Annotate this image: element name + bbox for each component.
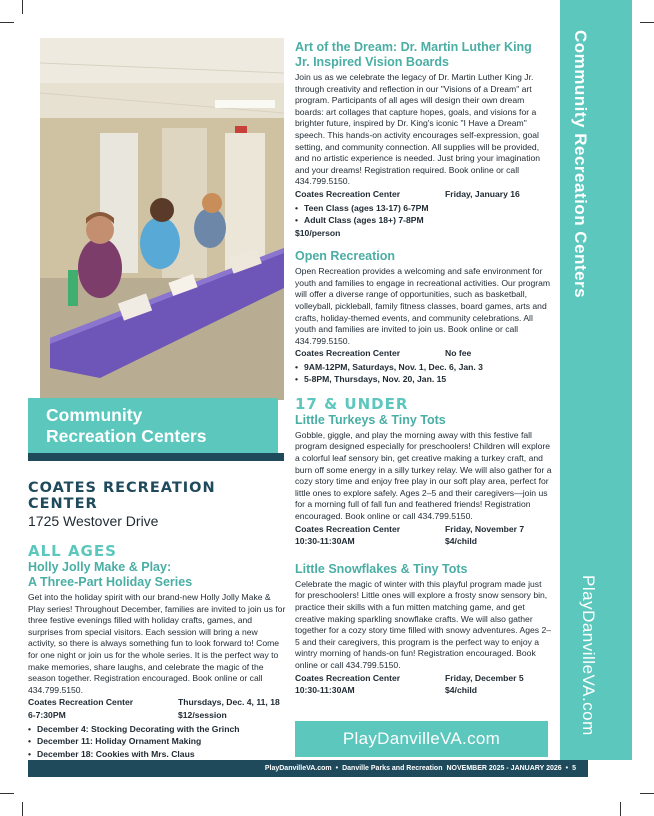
footer-org: Danville Parks and Recreation <box>342 765 443 772</box>
turkeys-date: Friday, November 7 <box>445 523 525 534</box>
open-rec-times <box>295 361 552 386</box>
art-of-dream-title <box>295 40 552 70</box>
all-ages-heading: ALL AGES <box>28 542 117 560</box>
holly-jolly-title-line1: Holly Jolly Make & Play: <box>28 560 172 574</box>
art-of-dream-info-row <box>295 189 552 201</box>
holly-jolly-title <box>28 560 286 590</box>
holly-jolly-fee: $12/session <box>178 709 227 720</box>
list-item: • 9AM-12PM, Saturdays, Nov. 1, Dec. 6, Jan. 3 <box>295 361 552 374</box>
section-label-text <box>46 405 276 447</box>
art-of-dream-title-line2: Jr. Inspired Vision Boards <box>295 55 449 69</box>
footer-period: NOVEMBER 2025 - JANUARY 2026 <box>446 765 562 772</box>
open-rec-info-row <box>295 348 552 360</box>
page-number: 5 <box>572 765 576 772</box>
holly-jolly-date: Thursdays, Dec. 4, 11, 18 <box>178 697 280 708</box>
turkeys-title: Little Turkeys & Tiny Tots <box>295 412 446 427</box>
holly-jolly-description: Get into the holiday spirit with our brand-new Holly Jolly Make & Play series! Throughout December, families are invited to join us for three festive evenings filled with holiday crafts, games, and surprises from special visitors. Each session will bring a new activity, so there is always something fun to look forward to! Come for one night or join us for the whole series. It is the perfect way to make memories, share laughs, and celebrate the magic of the season together. Registration encouraged. Book online or call 434.799.5150. <box>28 592 286 695</box>
holly-jolly-title-line2: A Three-Part Holiday Series <box>28 575 193 589</box>
open-rec-block <box>295 249 552 386</box>
snowflakes-date: Friday, December 5 <box>445 672 524 683</box>
side-band-url[interactable]: PlayDanvilleVA.com <box>579 575 598 736</box>
art-of-dream-classes <box>295 202 552 227</box>
footer-separator-2: • <box>565 765 569 772</box>
website-button[interactable]: PlayDanvilleVA.com <box>295 721 548 757</box>
right-column <box>295 40 552 707</box>
art-of-dream-title-line1: Art of the Dream: Dr. Martin Luther King <box>295 40 532 54</box>
list-item: • December 18: Cookies with Mrs. Claus <box>28 748 286 761</box>
crop-mark <box>640 22 654 23</box>
list-item: • Adult Class (ages 18+) 7-8PM <box>295 214 552 227</box>
page-footer <box>28 760 588 777</box>
crop-mark <box>0 793 14 794</box>
center-title: COATES RECREATION CENTER <box>28 480 216 512</box>
footer-site[interactable]: PlayDanvilleVA.com <box>264 765 332 772</box>
turkeys-info-row-2 <box>295 536 552 548</box>
list-item: • Teen Class (ages 13-17) 6-7PM <box>295 202 552 215</box>
crop-mark <box>620 802 621 816</box>
snowflakes-location: Coates Recreation Center <box>295 672 401 683</box>
snowflakes-info-row-2 <box>295 685 552 697</box>
open-rec-title: Open Recreation <box>295 249 396 264</box>
activity-photo <box>40 38 284 400</box>
center-address: 1725 Westover Drive <box>28 513 159 529</box>
art-of-dream-date: Friday, January 16 <box>445 188 520 199</box>
snowflakes-block <box>295 562 552 697</box>
snowflakes-fee: $4/child <box>445 685 477 696</box>
art-of-dream-location: Coates Recreation Center <box>295 188 401 199</box>
holly-jolly-sessions <box>28 723 286 761</box>
holly-jolly-location: Coates Recreation Center <box>28 697 134 708</box>
art-of-dream-fee: $10/person <box>295 227 341 238</box>
list-item: • 5-8PM, Thursdays, Nov. 20, Jan. 15 <box>295 373 552 386</box>
crop-mark <box>22 0 23 14</box>
art-of-dream-block <box>295 40 552 239</box>
turkeys-block <box>295 413 552 548</box>
holly-jolly-info-row-2 <box>28 710 286 722</box>
section-label-shadow <box>28 453 284 461</box>
snowflakes-title: Little Snowflakes & Tiny Tots <box>295 561 468 576</box>
section-label-line2: Recreation Centers <box>46 426 207 446</box>
activity-photo-illustration <box>40 38 284 400</box>
turkeys-info-row <box>295 524 552 536</box>
open-rec-fee: No fee <box>445 348 472 359</box>
turkeys-location: Coates Recreation Center <box>295 523 401 534</box>
turkeys-time: 10:30-11:30AM <box>295 536 355 547</box>
crop-mark <box>640 793 654 794</box>
turkeys-description: Gobble, giggle, and play the morning away with this festive fall program designed especially for preschoolers! Children will explore a colorful leaf sensory bin, get creative making a turkey craft, and burn off some energy in a silly turkey relay. We will also gather for a cozy story time and enjoy free play in our soft play area, perfect for little ones to explore safely. Ages 2–5 and their caregivers—join us for a morning full of fall fun and feathered friends! Registration encouraged. Book online or call 434.799.5150. <box>295 429 552 522</box>
left-column <box>28 480 286 760</box>
footer-separator: • <box>335 765 339 772</box>
list-item: • December 11: Holiday Ornament Making <box>28 735 286 748</box>
turkeys-fee: $4/child <box>445 536 477 547</box>
holly-jolly-info-row <box>28 697 286 709</box>
list-item: • December 4: Stocking Decorating with the Grinch <box>28 723 286 736</box>
snowflakes-info-row <box>295 673 552 685</box>
art-of-dream-description: Join us as we celebrate the legacy of Dr. Martin Luther King Jr. through creativity and reflection in our "Visions of a Dream" art program. Participants of all ages will design their own dream boards: art collages that capture hopes, goals, and visions for a brighter future, inspired by Dr. King's iconic "I Have a Dream" speech. This hands-on activity encourages self-expression, goal setting, and community connection. All supplies will be provided, and no artistic experience is needed. Just bring your imagination and your dreams! Registration required. Book online or call 434.799.5150. <box>295 72 541 187</box>
open-rec-location: Coates Recreation Center <box>295 348 401 359</box>
crop-mark <box>22 802 23 816</box>
snowflakes-description: Celebrate the magic of winter with this playful program made just for preschoolers! Little ones will explore a frosty snow sensory bin, practice their skills with a fun mitten matching game, and get creative making sparkling snowflake crafts. We will also gather together for a cozy story time filled with snowy adventures. Ages 2–5 and their caregivers, this program is the perfect way to enjoy a wintry morning of hands-on fun! Registration encouraged. Book online or call 434.799.5150. <box>295 578 552 670</box>
snowflakes-time: 10:30-11:30AM <box>295 685 355 696</box>
holly-jolly-time: 6-7:30PM <box>28 709 66 720</box>
open-rec-description: Open Recreation provides a welcoming and safe environment for youth and families to engage in recreational activities. Our program will offer a diverse range of opportunities, such as basketball, volleyball, pickleball, family fitness classes, board games, arts and crafts, holiday-themed events, and community celebrations. All youth and families are invited to join us. Book online or call 434.799.5150. <box>295 266 551 346</box>
crop-mark <box>0 22 14 23</box>
section-label-line1: Community <box>46 405 143 425</box>
under-17-heading: 17 & UNDER <box>295 394 409 413</box>
side-band-title: Community Recreation Centers <box>571 30 590 299</box>
